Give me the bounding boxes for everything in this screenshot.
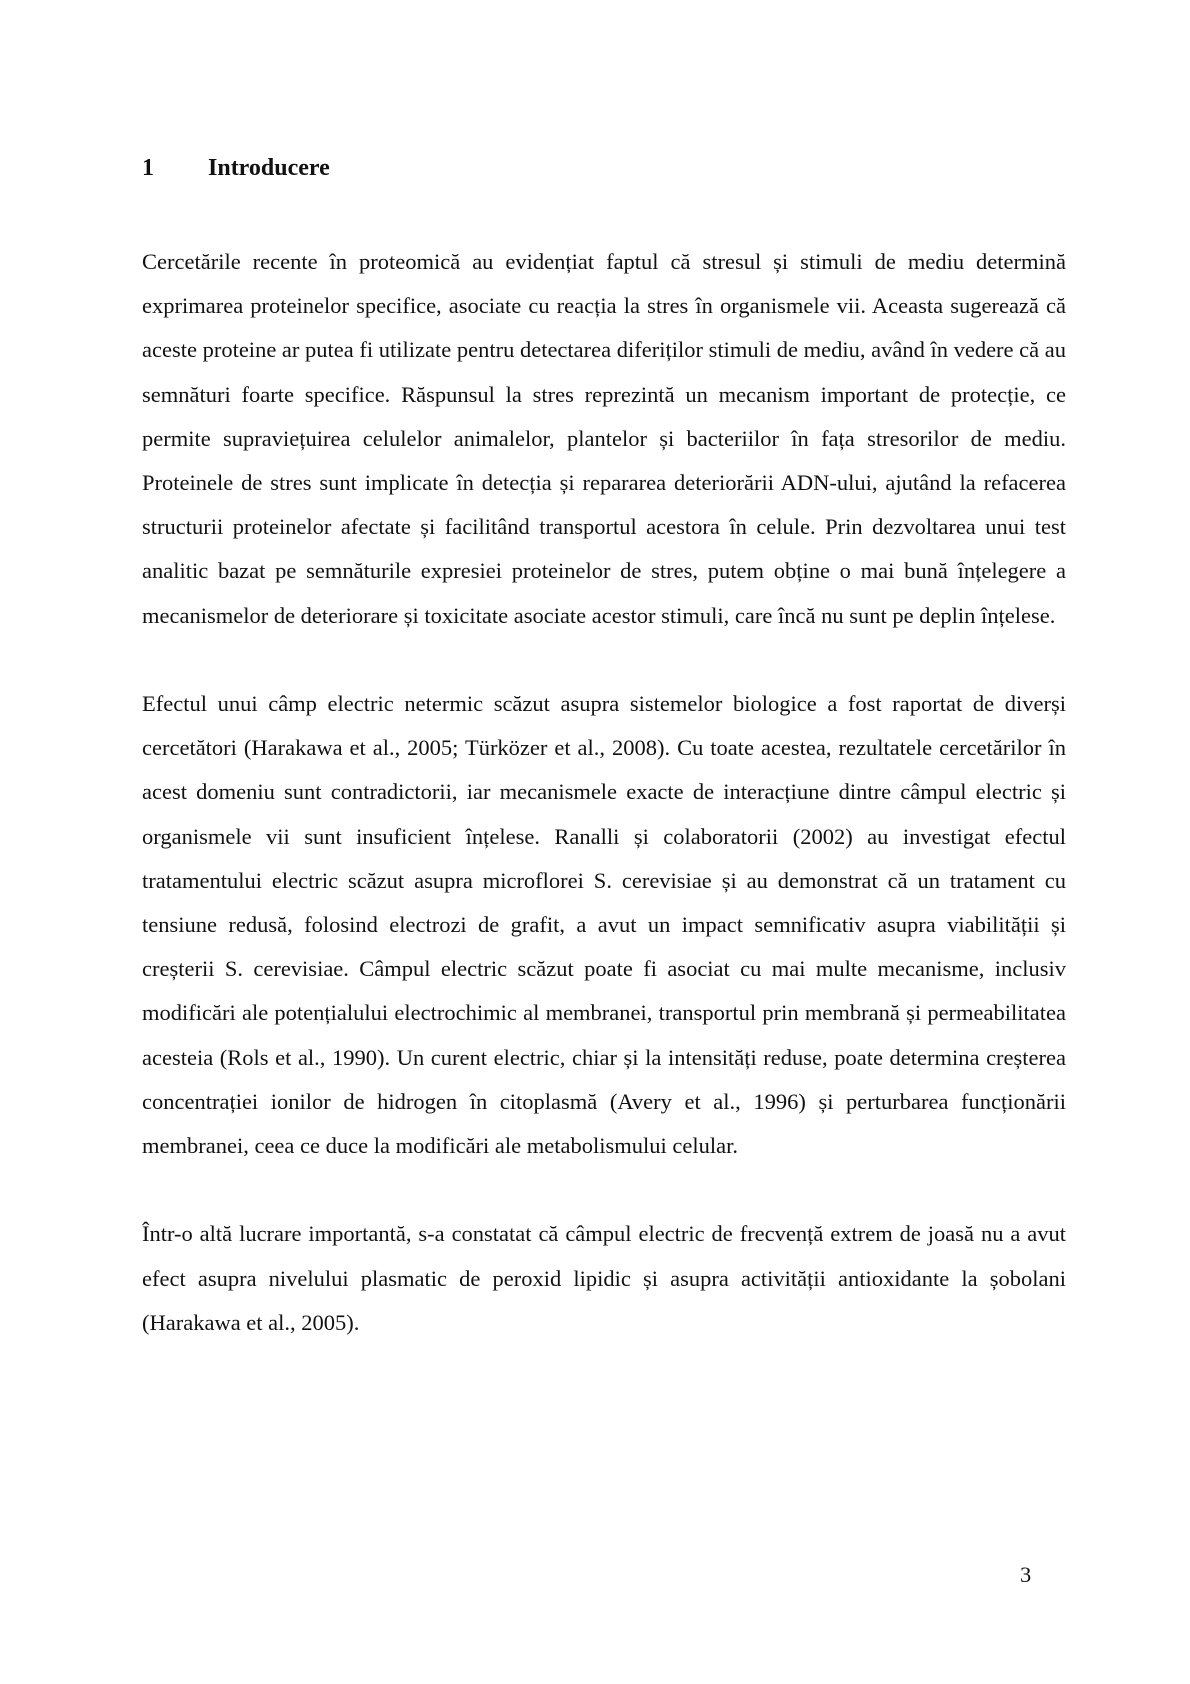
paragraph-2: Efectul unui câmp electric netermic scăzut asupra sistemelor biologice a fost raportat de diverși cercetători (Harakawa et al., 2005; Türközer et al., 2008). Cu toate acestea, rezultatele cercetărilor în acest domeniu sunt contradictorii, iar mecanismele exacte de interacțiune dintre câmpul electric și organismele vii sunt insuficient înțelese. Ranalli și colaboratorii (2002) au investigat efectul tratamentului electric scăzut asupra microflorei S. cerevisiae și au demonstrat că un tratament cu tensiune redusă, folosind electrozi de grafit, a avut un impact semnificativ asupra viabilității și creșterii S. cerevisiae. Câmpul electric scăzut poate fi asociat cu mai multe mecanisme, inclusiv modificări ale potențialului electrochimic al membranei, transportul prin membrană și permeabilitatea acesteia (Rols et al., 1990). Un curent electric, chiar și la intensități reduse, poate determina creșterea concentrației ionilor de hidrogen în citoplasmă (Avery et al., 1996) și perturbarea funcționării membranei, ceea ce duce la modificări ale metabolismului celular. — [142, 691, 1066, 1159]
section-number: 1 — [142, 155, 154, 181]
section-title: Introducere — [208, 155, 330, 181]
page-number: 3 — [1020, 1562, 1032, 1587]
paragraph-3: Într-o altă lucrare importantă, s-a constatat că câmpul electric de frecvență extrem de joasă nu a avut efect asupra nivelului plasmatic de peroxid lipidic și asupra activității antioxidante la șobolani (Harakawa et al., 2005). — [142, 1221, 1066, 1335]
paragraph-1: Cercetările recente în proteomică au evidențiat faptul că stresul și stimuli de mediu determină exprimarea proteinelor specifice, asociate cu reacția la stres în organismele vii. Aceasta sugerează că aceste proteine ar putea fi utilizate pentru detectarea diferiților stimuli de mediu, având în vedere că au semnături foarte specifice. Răspunsul la stres reprezintă un mecanism important de protecție, ce permite supraviețuirea celulelor animalelor, plantelor și bacteriilor în fața stresorilor de mediu. Proteinele de stres sunt implicate în detecția și repararea deteriorării ADN-ului, ajutând la refacerea structurii proteinelor afectate și facilitând transportul acestora în celule. Prin dezvoltarea unui test analitic bazat pe semnăturile expresiei proteinelor de stres, putem obține o mai bună înțelegere a mecanismelor de deteriorare și toxicitate asociate acestor stimuli, care încă nu sunt pe deplin înțelese. — [142, 249, 1066, 628]
body-text — [142, 240, 1066, 1389]
section-heading — [142, 152, 330, 184]
